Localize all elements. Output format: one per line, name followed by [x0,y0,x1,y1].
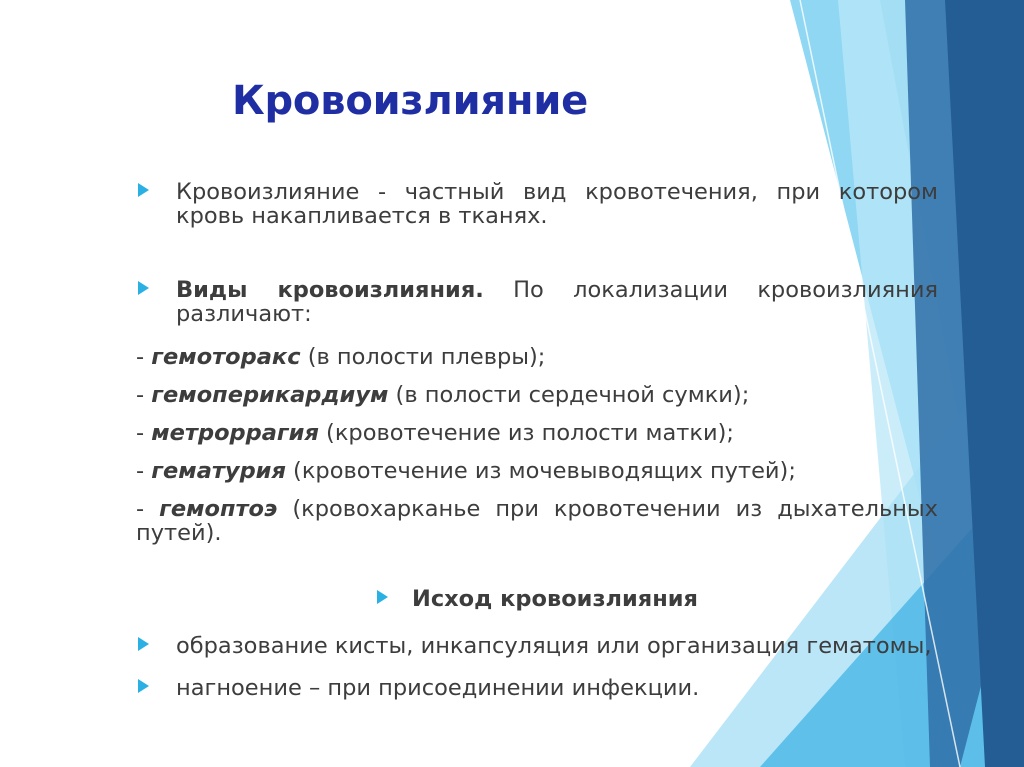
types-text: По локализации кровоизлияния различают: [176,277,938,327]
triangle-right-icon [138,637,149,651]
list-item-desc: (в полости сердечной сумки); [388,382,750,408]
list-item-term: гематурия [151,458,286,484]
list-item: - гемоптоэ (кровохарканье при кровотечении из дыхательных путей). [136,496,938,546]
types-heading: Виды кровоизлияния. [176,277,484,303]
list-item-desc: (в полости плевры); [300,344,546,370]
list-item: - гемоперикардиум (в полости сердечной сумки); [136,382,750,408]
list-item-term: гемоторакс [151,344,301,370]
list-item: - гематурия (кровотечение из мочевыводящих путей); [136,458,796,484]
definition-bullet [136,180,938,228]
outcome-bullet [136,634,938,658]
outcome-text: образование кисты, инкапсуляция или организация гематомы, [176,632,932,659]
list-item-desc: (кровотечение из мочевыводящих путей); [285,458,796,484]
list-item-term: гемоперикардиум [151,382,389,408]
list-item-term: метроррагия [151,420,319,446]
types-bullet [136,278,938,326]
list-item: - метроррагия (кровотечение из полости матки); [136,420,734,446]
triangle-right-icon [138,679,149,693]
slide-title: Кровоизлияние [232,78,589,124]
outcome-bullet [136,676,938,700]
list-item-term: гемоптоэ [159,496,278,522]
slide-content [136,180,938,700]
outcome-text: нагноение – при присоединении инфекции. [176,674,700,701]
list-item: - гемоторакс (в полости плевры); [136,344,546,370]
triangle-right-icon [138,281,149,295]
outcome-heading-bullet [136,587,938,611]
list-item-desc: (кровохарканье при кровотечении из дыхательных путей). [136,496,938,546]
triangle-right-icon [377,590,388,604]
definition-text: Кровоизлияние - частный вид кровотечения, при котором кровь накапливается в тканях. [176,179,938,229]
outcome-heading: Исход кровоизлияния [412,586,698,612]
list-item-desc: (кровотечение из полости матки); [318,420,734,446]
triangle-right-icon [138,183,149,197]
